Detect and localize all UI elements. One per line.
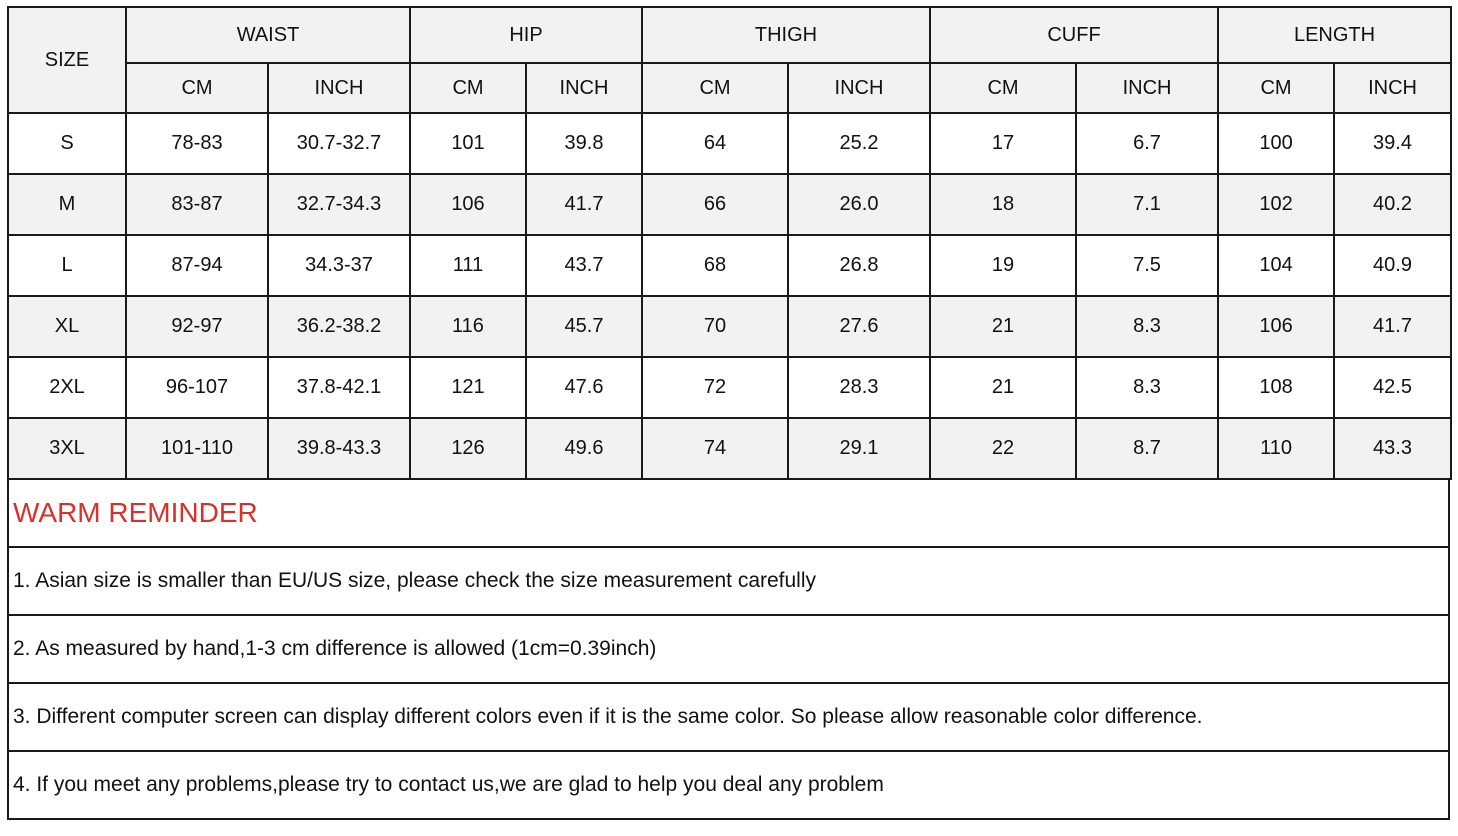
data-cell: 110	[1218, 418, 1334, 479]
data-cell: 70	[642, 296, 788, 357]
data-cell: 18	[930, 174, 1076, 235]
table-row	[8, 113, 1451, 174]
reminder-note: 4. If you meet any problems,please try to contact us,we are glad to help you deal any problem	[13, 773, 884, 796]
data-cell: 29.1	[788, 418, 930, 479]
data-cell: 8.3	[1076, 357, 1218, 418]
data-cell: 49.6	[526, 418, 642, 479]
data-cell: 43.7	[526, 235, 642, 296]
size-cell: XL	[8, 296, 126, 357]
table-row	[8, 357, 1451, 418]
data-cell: 8.7	[1076, 418, 1218, 479]
data-cell: 83-87	[126, 174, 268, 235]
data-cell: 102	[1218, 174, 1334, 235]
data-cell: 101-110	[126, 418, 268, 479]
data-cell: 39.8	[526, 113, 642, 174]
reminder-note: 1. Asian size is smaller than EU/US size, please check the size measurement carefully	[13, 569, 817, 592]
data-cell: 26.8	[788, 235, 930, 296]
data-cell: 39.4	[1334, 113, 1451, 174]
reminder-note-row	[9, 752, 1448, 820]
group-header-cuff: CUFF	[930, 7, 1218, 63]
data-cell: 32.7-34.3	[268, 174, 410, 235]
unit-header-cm: CM	[930, 63, 1076, 113]
data-cell: 28.3	[788, 357, 930, 418]
group-header-thigh: THIGH	[642, 7, 930, 63]
data-cell: 106	[1218, 296, 1334, 357]
size-column-header: SIZE	[8, 7, 126, 113]
data-cell: 78-83	[126, 113, 268, 174]
data-cell: 64	[642, 113, 788, 174]
data-cell: 21	[930, 357, 1076, 418]
data-cell: 6.7	[1076, 113, 1218, 174]
size-cell: L	[8, 235, 126, 296]
data-cell: 22	[930, 418, 1076, 479]
data-cell: 7.1	[1076, 174, 1218, 235]
table-row	[8, 296, 1451, 357]
data-cell: 36.2-38.2	[268, 296, 410, 357]
reminder-note-row	[9, 548, 1448, 616]
data-cell: 19	[930, 235, 1076, 296]
data-cell: 39.8-43.3	[268, 418, 410, 479]
reminder-title: WARM REMINDER	[13, 497, 258, 528]
data-cell: 101	[410, 113, 526, 174]
unit-header-cm: CM	[410, 63, 526, 113]
size-chart-container	[7, 6, 1450, 820]
data-cell: 7.5	[1076, 235, 1218, 296]
data-cell: 106	[410, 174, 526, 235]
data-cell: 66	[642, 174, 788, 235]
table-row	[8, 235, 1451, 296]
header-row-groups	[8, 7, 1451, 63]
unit-header-inch: INCH	[1076, 63, 1218, 113]
data-cell: 47.6	[526, 357, 642, 418]
size-chart-table	[7, 6, 1452, 480]
data-cell: 40.2	[1334, 174, 1451, 235]
reminder-title-row	[9, 480, 1448, 548]
data-cell: 111	[410, 235, 526, 296]
reminder-note-row	[9, 684, 1448, 752]
data-cell: 92-97	[126, 296, 268, 357]
data-cell: 26.0	[788, 174, 930, 235]
data-cell: 96-107	[126, 357, 268, 418]
data-cell: 37.8-42.1	[268, 357, 410, 418]
unit-header-cm: CM	[126, 63, 268, 113]
group-header-length: LENGTH	[1218, 7, 1451, 63]
data-cell: 41.7	[526, 174, 642, 235]
data-cell: 25.2	[788, 113, 930, 174]
data-cell: 40.9	[1334, 235, 1451, 296]
table-row	[8, 174, 1451, 235]
data-cell: 8.3	[1076, 296, 1218, 357]
data-cell: 108	[1218, 357, 1334, 418]
reminder-note-row	[9, 616, 1448, 684]
data-cell: 116	[410, 296, 526, 357]
data-cell: 74	[642, 418, 788, 479]
data-cell: 126	[410, 418, 526, 479]
data-cell: 121	[410, 357, 526, 418]
warm-reminder-section	[7, 480, 1450, 820]
size-cell: M	[8, 174, 126, 235]
unit-header-inch: INCH	[788, 63, 930, 113]
unit-header-inch: INCH	[268, 63, 410, 113]
data-cell: 68	[642, 235, 788, 296]
size-cell: 2XL	[8, 357, 126, 418]
data-cell: 17	[930, 113, 1076, 174]
data-cell: 72	[642, 357, 788, 418]
data-cell: 100	[1218, 113, 1334, 174]
table-row	[8, 418, 1451, 479]
unit-header-cm: CM	[1218, 63, 1334, 113]
size-cell: S	[8, 113, 126, 174]
data-cell: 41.7	[1334, 296, 1451, 357]
data-cell: 34.3-37	[268, 235, 410, 296]
group-header-hip: HIP	[410, 7, 642, 63]
unit-header-cm: CM	[642, 63, 788, 113]
unit-header-inch: INCH	[526, 63, 642, 113]
data-cell: 104	[1218, 235, 1334, 296]
data-cell: 27.6	[788, 296, 930, 357]
unit-header-inch: INCH	[1334, 63, 1451, 113]
data-cell: 42.5	[1334, 357, 1451, 418]
data-cell: 30.7-32.7	[268, 113, 410, 174]
reminder-note: 3. Different computer screen can display different colors even if it is the same color. So please allow reasonable color difference.	[13, 705, 1203, 728]
group-header-waist: WAIST	[126, 7, 410, 63]
reminder-note: 2. As measured by hand,1-3 cm difference is allowed (1cm=0.39inch)	[13, 637, 657, 660]
size-cell: 3XL	[8, 418, 126, 479]
header-row-units	[8, 63, 1451, 113]
data-cell: 43.3	[1334, 418, 1451, 479]
data-cell: 21	[930, 296, 1076, 357]
data-cell: 45.7	[526, 296, 642, 357]
data-cell: 87-94	[126, 235, 268, 296]
